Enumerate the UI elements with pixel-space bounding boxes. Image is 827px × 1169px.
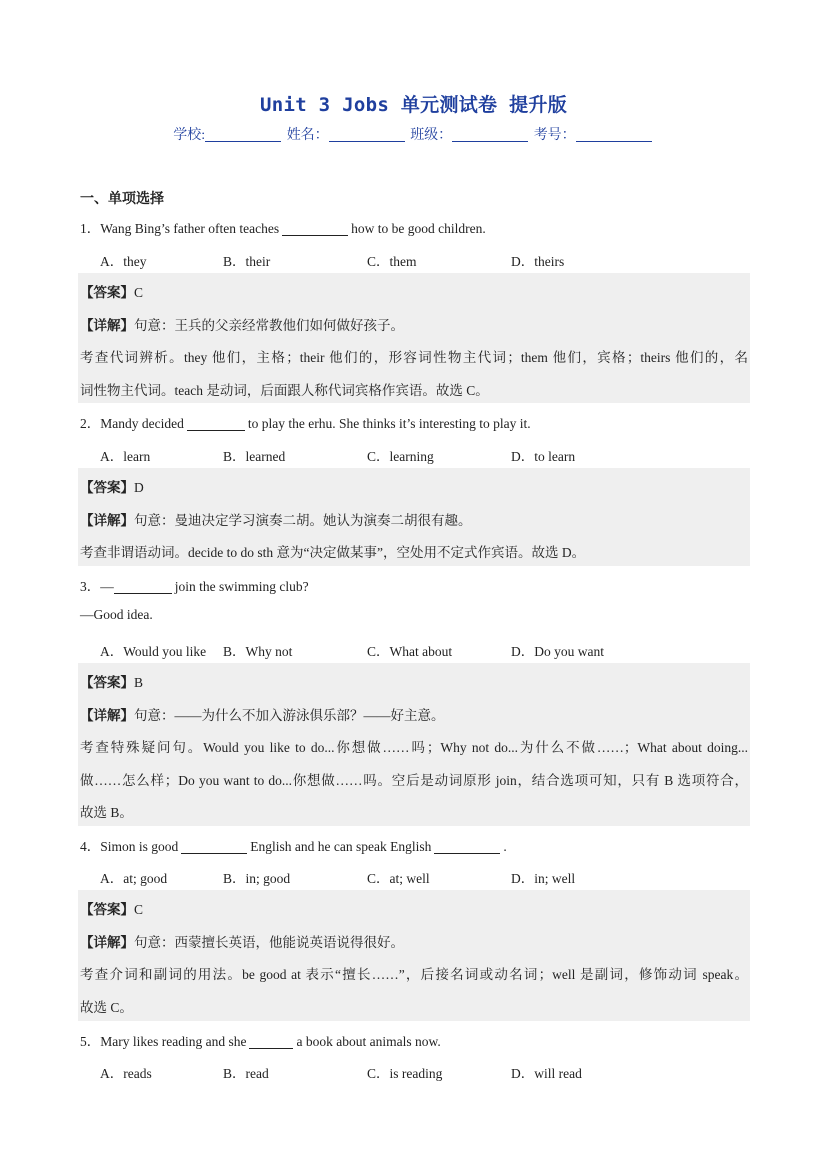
option-d: D．to learn [511,449,576,464]
answer-label: 【答案】 [80,675,134,690]
option-b: B．their [223,254,271,269]
class-blank[interactable] [452,127,528,142]
question-5-stem: 5．Mary likes reading and she a book about animals now. [80,1034,441,1049]
option-b: B．in; good [223,871,291,886]
option-c: C．at; well [367,871,430,886]
option-c: C．What about [367,644,453,659]
option-b: B．read [223,1066,269,1081]
question-3-reply: —Good idea. [80,607,153,622]
document-title: Unit 3 Jobs 单元测试卷 提升版 [259,94,567,116]
answer-blank [114,580,172,594]
detail-line: 词性物主代词。teach 是动词，后面跟人称代词宾格作宾语。故选 C。 [80,383,489,398]
option-d: D．Do you want [511,644,604,659]
detail-line: 考查特殊疑问句。Would you like to do...你想做……吗；Why not do...为什么不做……；What about doing... [80,740,748,755]
exam-no-blank[interactable] [576,127,652,142]
option-b: B．learned [223,449,286,464]
question-3-stem: 3．— join the swimming club? [80,579,309,594]
detail-line: 考查介词和副词的用法。be good at 表示“擅长……”，后接名词或动名词；well 是副词，修饰动词 speak。 [80,967,748,982]
option-a: A．reads [100,1066,152,1081]
school-blank[interactable] [205,127,281,142]
option-c: C．learning [367,449,434,464]
answer-blank [282,222,348,236]
question-1-answer-box [78,273,750,403]
detail-line: 句意：——为什么不加入游泳俱乐部？——好主意。 [134,708,445,723]
question-2-stem: 2．Mandy decided to play the erhu. She thinks it’s interesting to play it. [80,416,531,431]
answer-value: B [134,675,144,690]
question-1-stem: 1．Wang Bing’s father often teaches how to be good children. [80,221,486,236]
option-d: D．will read [511,1066,582,1081]
detail-line: 考查代词辨析。they 他们，主格；their 他们的，形容词性物主代词；them 他们，宾格；theirs 他们的，名 [80,350,748,365]
detail-line: 句意：王兵的父亲经常教他们如何做好孩子。 [134,318,404,333]
student-info-line [0,124,827,144]
exam-no-label: 考号： [533,128,576,143]
option-c: C．is reading [367,1066,443,1081]
answer-blank [434,840,500,854]
answer-label: 【答案】 [80,902,134,917]
detail-label: 【详解】 [80,318,134,333]
option-b: B．Why not [223,644,293,659]
section-title: 一、单项选择 [80,192,164,207]
option-a: A．learn [100,449,151,464]
name-blank[interactable] [329,127,405,142]
option-d: D．theirs [511,254,565,269]
detail-line: 做……怎么样；Do you want to do...你想做……吗。空后是动词原形 join，结合选项可知，只有 B 选项符合， [80,773,748,788]
answer-value: D [134,480,144,495]
answer-blank [187,417,245,431]
option-d: D．in; well [511,871,576,886]
option-a: A．at; good [100,871,168,886]
detail-line: 故选 C。 [80,1000,133,1015]
detail-line: 考查非谓语动词。decide to do sth 意为“决定做某事”，空处用不定式作宾语。故选 D。 [80,545,586,560]
detail-line: 句意：西蒙擅长英语，他能说英语说得很好。 [134,935,404,950]
answer-label: 【答案】 [80,480,134,495]
answer-value: C [134,285,144,300]
school-label: 学校: [173,128,206,143]
name-label: 姓名： [286,128,329,143]
detail-label: 【详解】 [80,708,134,723]
answer-blank [249,1035,293,1049]
answer-label: 【答案】 [80,285,134,300]
option-a: A．Would you like [100,644,207,659]
option-c: C．them [367,254,417,269]
detail-label: 【详解】 [80,935,134,950]
detail-label: 【详解】 [80,513,134,528]
question-3-answer-box [78,663,750,826]
question-2-answer-box [78,468,750,566]
question-4-stem: 4．Simon is good English and he can speak English . [80,839,507,854]
answer-value: C [134,902,144,917]
option-a: A．they [100,254,147,269]
detail-line: 故选 B。 [80,805,133,820]
question-4-answer-box [78,890,750,1021]
answer-blank [181,840,247,854]
detail-line: 句意：曼迪决定学习演奏二胡。她认为演奏二胡很有趣。 [134,513,472,528]
class-label: 班级： [410,128,453,143]
